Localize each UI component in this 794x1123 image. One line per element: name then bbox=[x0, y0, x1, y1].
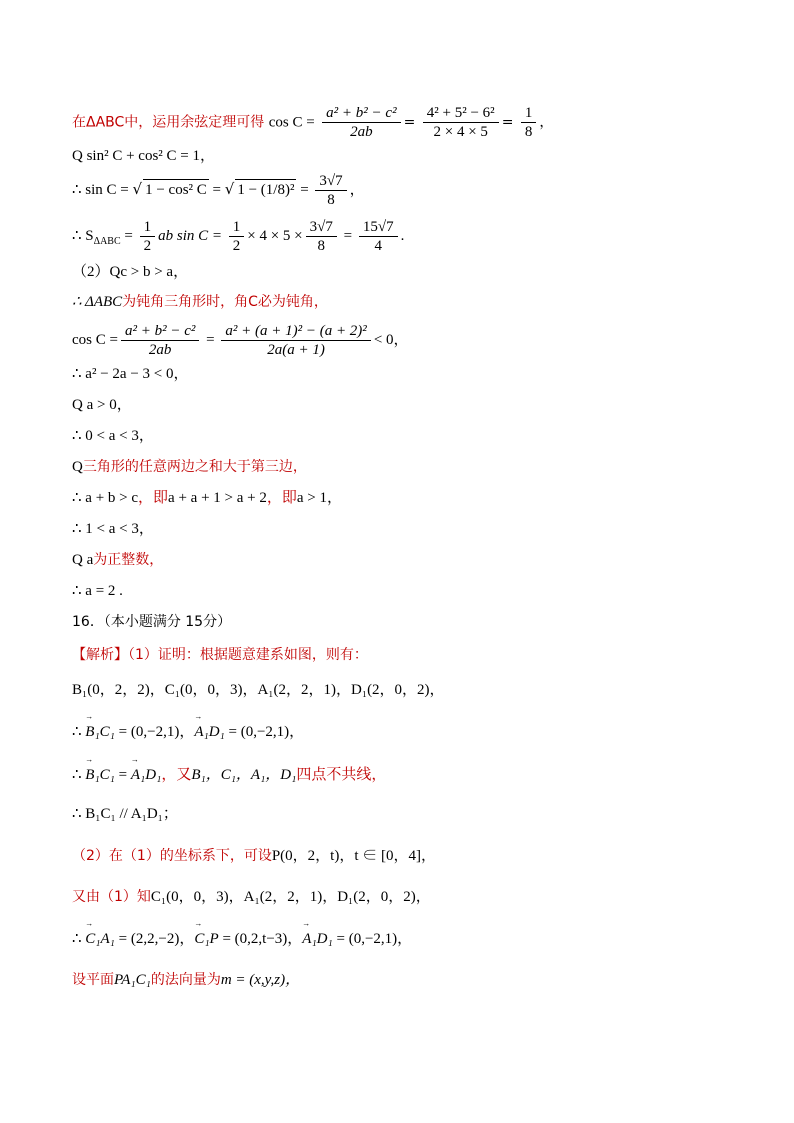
red-text: ，即 bbox=[266, 490, 297, 506]
subscript: ΔABC bbox=[93, 235, 121, 247]
vector bbox=[85, 756, 115, 785]
line-quadratic: ∴ a² − 2a − 3 < 0， bbox=[72, 366, 189, 382]
numerator: 3√7 bbox=[306, 218, 337, 237]
denominator: 2 bbox=[143, 238, 152, 254]
denominator: 4 bbox=[374, 238, 382, 254]
analysis-tag: 【解析】 bbox=[72, 647, 128, 663]
text: ∴ bbox=[72, 724, 86, 740]
vector-arrow-icon: → bbox=[85, 713, 93, 721]
vector-label: B₁C₁ bbox=[85, 724, 115, 740]
line-sin-c bbox=[72, 172, 365, 209]
vector bbox=[85, 713, 115, 742]
line-identity: Q sin² C + cos² C = 1， bbox=[72, 148, 216, 164]
numerator: a² + (a + 1)² − (a + 2)² bbox=[221, 322, 370, 341]
text: ∴ S bbox=[72, 227, 94, 244]
text: × 4 × 5 × bbox=[247, 227, 303, 244]
vector-label: A₁D₁ bbox=[194, 724, 225, 740]
vector bbox=[85, 920, 115, 949]
text: ∴ sin C = bbox=[72, 181, 133, 198]
text: = bbox=[208, 181, 225, 198]
red-text: ，即 bbox=[138, 490, 169, 506]
vector-label: C₁P bbox=[194, 931, 219, 947]
vector-arrow-icon: → bbox=[85, 756, 93, 764]
denominator: 2ab bbox=[148, 342, 172, 358]
text: = bbox=[120, 227, 137, 244]
vector-arrow-icon: → bbox=[302, 920, 310, 928]
fraction bbox=[121, 322, 199, 359]
line-obtuse bbox=[72, 292, 328, 312]
text: C₁(0，0，3)，A₁(2，2，1)，D₁(2，0，2)， bbox=[150, 889, 431, 905]
numerator: 4² + 5² − 6² bbox=[423, 104, 499, 123]
vector-arrow-icon: → bbox=[85, 920, 93, 928]
text: PA₁C₁ bbox=[114, 972, 151, 988]
denominator: 2 bbox=[232, 238, 241, 254]
numerator: 15√7 bbox=[359, 218, 398, 237]
line-vectors bbox=[72, 713, 305, 742]
text: Q bbox=[72, 459, 83, 475]
line-analysis bbox=[72, 645, 368, 665]
line-triangle-rule bbox=[72, 457, 307, 477]
line-range1: ∴ 0 < a < 3， bbox=[72, 428, 154, 444]
numerator: 1 bbox=[521, 104, 537, 123]
vector bbox=[194, 713, 225, 742]
red-text: 三角形的任意两边之和大于第三边， bbox=[82, 459, 307, 475]
vector-arrow-icon: → bbox=[194, 920, 202, 928]
text: = bbox=[296, 181, 313, 198]
red-text: （1）证明：根据题意建系如图，则有： bbox=[128, 647, 368, 663]
text: cos C = bbox=[72, 331, 118, 348]
text: a > 1， bbox=[296, 490, 342, 506]
red-text: ，又 bbox=[161, 765, 192, 783]
fraction bbox=[322, 104, 400, 141]
red-text: 为正整数， bbox=[93, 552, 164, 568]
numerator: a² + b² − c² bbox=[322, 104, 400, 123]
fraction bbox=[315, 172, 346, 209]
sqrt-sign: √ bbox=[132, 179, 143, 198]
text: ab sin C = bbox=[158, 227, 226, 244]
denominator: 8 bbox=[317, 238, 325, 254]
text: = bbox=[202, 331, 219, 348]
line-inequality bbox=[72, 488, 342, 508]
numerator: 1 bbox=[229, 218, 245, 237]
text: a + a + 1 > a + 2 bbox=[168, 490, 267, 506]
vector-arrow-icon: → bbox=[194, 713, 202, 721]
red-text: 又由（1）知 bbox=[72, 889, 151, 905]
fraction bbox=[140, 218, 156, 255]
denominator: 2a(a + 1) bbox=[267, 342, 325, 358]
text: = bbox=[339, 227, 356, 244]
text: 在ΔABC中，运用余弦定理可得 bbox=[72, 114, 265, 131]
red-text: 四点不共线， bbox=[296, 765, 387, 783]
text: = bbox=[114, 767, 131, 783]
line-answer: ∴ a = 2 . bbox=[72, 583, 123, 599]
vector-label: A₁D₁ bbox=[130, 767, 162, 783]
text: = (0,−2,1)， bbox=[332, 931, 413, 947]
line-vectors-2 bbox=[72, 920, 413, 949]
vector bbox=[194, 920, 219, 949]
text: B₁，C₁，A₁，D₁ bbox=[191, 767, 297, 783]
fraction bbox=[359, 218, 398, 255]
numerator: 3√7 bbox=[315, 172, 346, 191]
red-text: 为钝角三角形时，角C必为钝角， bbox=[122, 294, 328, 310]
line-cosine-law: 在ΔABC中，运用余弦定理可得 cos C = $\frac{\text{a² + b² − c²}}{2ab}$ = $\frac{\text{4² + 5² − 6²}}{2 \times 4 \times 5}$ = $\frac{1}{8}$ ， bbox=[72, 105, 554, 140]
vector-label: B₁C₁ bbox=[85, 767, 115, 783]
red-text: （2）在（1）的坐标系下，可设 bbox=[72, 848, 272, 864]
denominator: 2 × 4 × 5 bbox=[433, 124, 488, 140]
line-integer bbox=[72, 550, 163, 570]
fraction bbox=[423, 104, 499, 141]
line-a-positive: Q a > 0， bbox=[72, 397, 132, 413]
denominator: 2ab bbox=[350, 124, 373, 140]
radicand: 1 − (1/8)² bbox=[235, 179, 296, 200]
line-known-points bbox=[72, 887, 431, 907]
text: Q a bbox=[72, 552, 94, 568]
fraction bbox=[221, 322, 370, 359]
line-area bbox=[72, 218, 404, 255]
vector-label: C₁A₁ bbox=[85, 931, 115, 947]
red-text: 的法向量为 bbox=[150, 972, 221, 988]
sqrt-sign: √ bbox=[224, 179, 235, 198]
text: < 0， bbox=[373, 331, 409, 348]
line-vectors-equal bbox=[72, 756, 387, 785]
punct: ， bbox=[349, 181, 365, 198]
text: = (2,2,−2)， bbox=[114, 931, 195, 947]
red-text: 设平面 bbox=[72, 972, 114, 988]
line-problem-16: 16．（本小题满分 15分） bbox=[72, 614, 232, 630]
punct: . bbox=[400, 227, 405, 244]
denominator: 8 bbox=[524, 124, 533, 140]
text: ∴ a + b > c bbox=[72, 490, 139, 506]
vector-label: A₁D₁ bbox=[302, 931, 333, 947]
line-normal-vector bbox=[72, 970, 300, 990]
text: = (0,−2,1)， bbox=[114, 724, 195, 740]
vector bbox=[302, 920, 333, 949]
text: P(0，2，t)，t ∈ [0，4]， bbox=[271, 848, 436, 864]
formula: cos C = bbox=[268, 114, 315, 131]
fraction bbox=[521, 104, 537, 141]
radicand: 1 − cos² C bbox=[143, 179, 209, 200]
text: ∴ bbox=[72, 767, 86, 783]
numerator: a² + b² − c² bbox=[121, 322, 199, 341]
line-cos-neg bbox=[72, 322, 409, 359]
text: = (0,−2,1)， bbox=[224, 724, 305, 740]
vector-arrow-icon: → bbox=[130, 756, 138, 764]
text: m = (x,y,z)， bbox=[220, 972, 301, 988]
line-range2: ∴ 1 < a < 3， bbox=[72, 521, 154, 537]
denominator: 8 bbox=[327, 192, 335, 208]
line-part2-setup bbox=[72, 846, 436, 866]
text: ∴ ΔABC bbox=[72, 294, 123, 310]
line-part2: （2）Qc > b > a， bbox=[72, 264, 189, 280]
fraction bbox=[306, 218, 337, 255]
line-parallel: ∴ B₁C₁ // A₁D₁； bbox=[72, 806, 178, 822]
vector bbox=[130, 756, 162, 785]
text: ∴ bbox=[72, 931, 86, 947]
fraction bbox=[229, 218, 245, 255]
punct: ， bbox=[539, 114, 554, 131]
numerator: 1 bbox=[140, 218, 156, 237]
text: = (0,2,t−3)， bbox=[218, 931, 303, 947]
line-coordinates: B₁(0，2，2)，C₁(0，0，3)，A₁(2，2，1)，D₁(2，0，2)， bbox=[72, 682, 445, 698]
